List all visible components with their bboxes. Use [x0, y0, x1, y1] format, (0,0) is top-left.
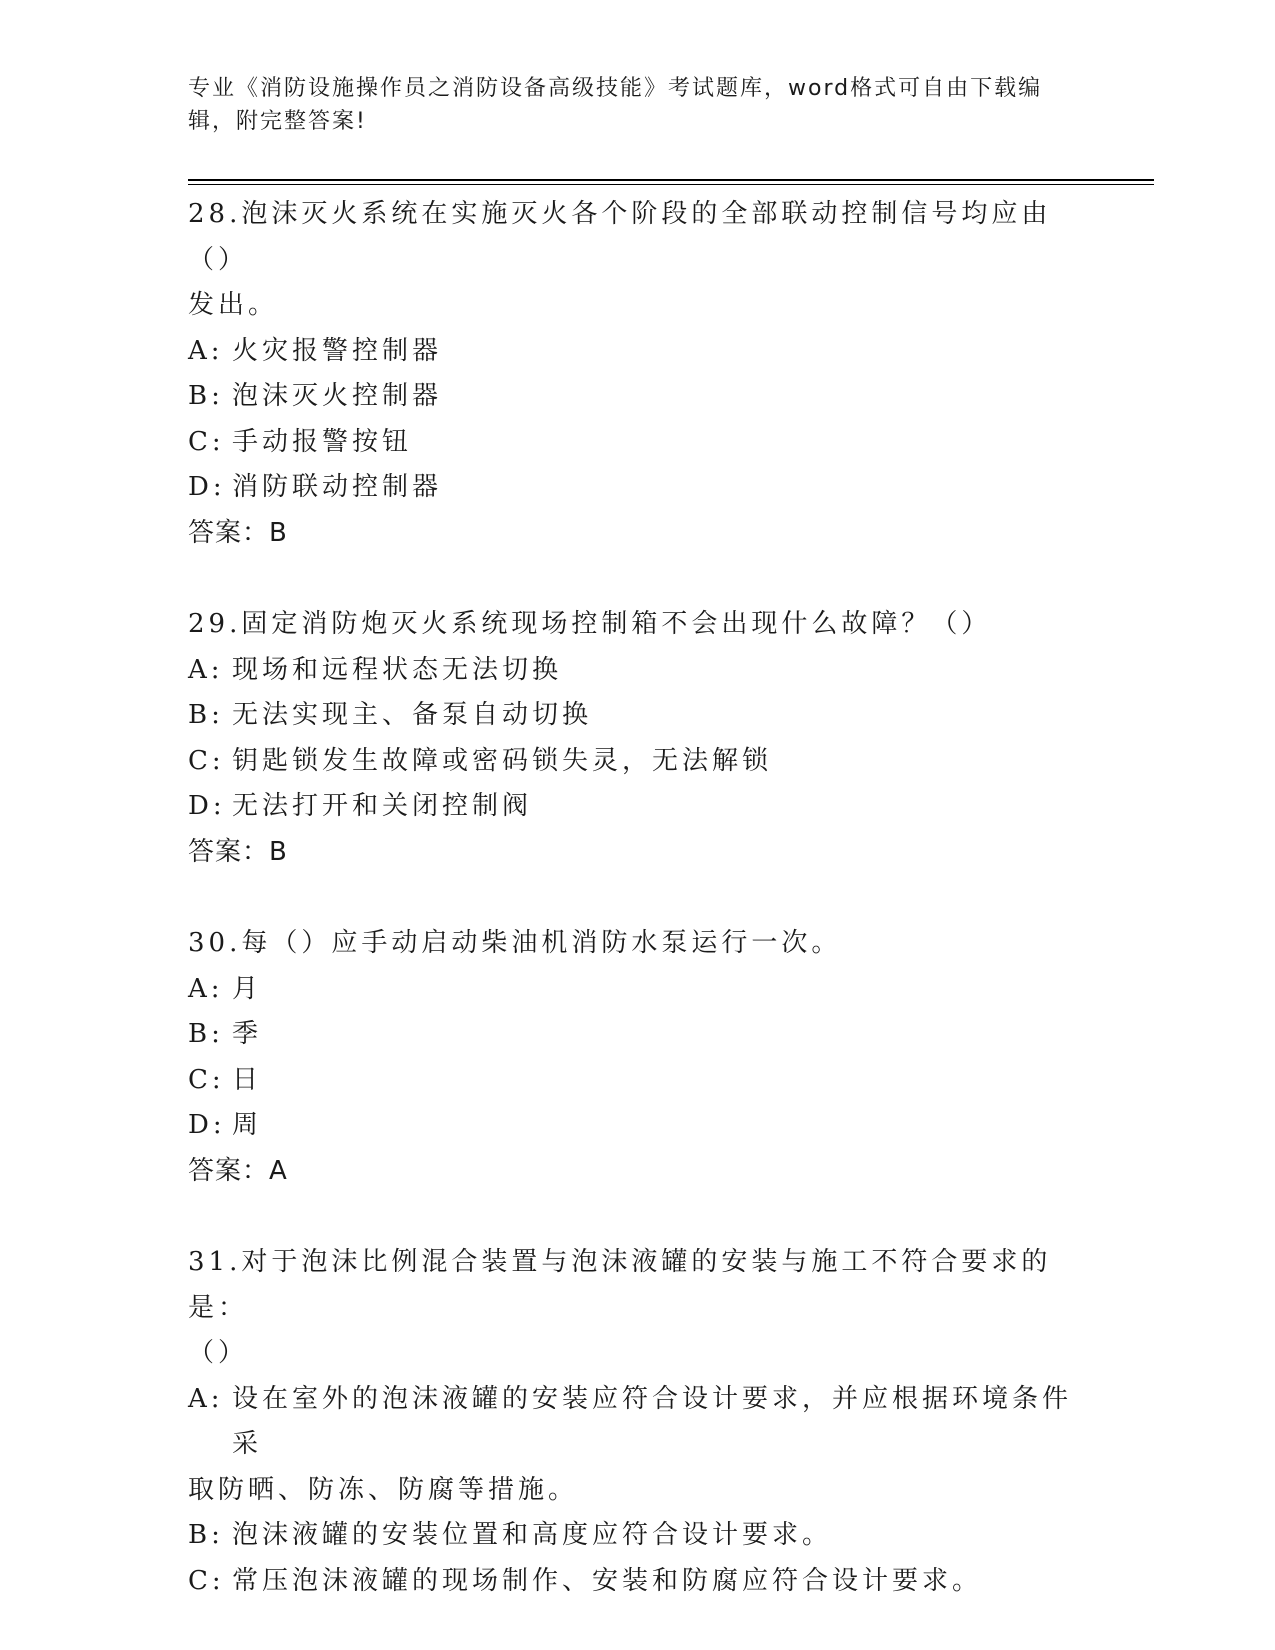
option-letter: C:	[188, 1064, 225, 1095]
question-list	[188, 192, 1088, 1650]
option-text: 常压泡沫液罐的现场制作、安装和防腐应符合设计要求。	[232, 1565, 983, 1596]
option-letter: D:	[188, 1110, 226, 1140]
option-letter: A:	[188, 335, 224, 366]
header-line-1: 专业《消防设施操作员之消防设备高级技能》考试题库，word格式可自由下载编	[188, 76, 1043, 101]
option-a-continued: 取防晒、防冻、防腐等措施。	[188, 1474, 579, 1505]
option-a	[188, 1377, 1088, 1468]
option-letter: D:	[188, 791, 226, 821]
option-b	[188, 1012, 1088, 1058]
option-text: 现场和远程状态无法切换	[232, 654, 563, 685]
option-a	[188, 967, 1088, 1013]
question-31	[188, 1240, 1088, 1604]
option-a	[188, 648, 1088, 694]
option-c	[188, 1559, 1088, 1605]
option-letter: C:	[188, 426, 225, 457]
option-a	[188, 329, 1088, 375]
option-text: 季	[232, 1019, 263, 1049]
question-stem: 29.固定消防炮灭火系统现场控制箱不会出现什么故障？（）	[188, 609, 992, 639]
option-text: 周	[232, 1110, 263, 1140]
option-letter: A:	[188, 654, 224, 685]
question-29	[188, 602, 1088, 875]
answer: 答案：A	[188, 1155, 288, 1186]
question-30	[188, 921, 1088, 1194]
question-stem: 28.泡沫灭火系统在实施灭火各个阶段的全部联动控制信号均应由（）	[188, 199, 1052, 275]
option-text: 设在室外的泡沫液罐的安装应符合设计要求，并应根据环境条件采	[232, 1383, 1073, 1459]
header-rule-thick	[188, 179, 1154, 181]
option-letter: C:	[188, 745, 225, 776]
option-letter: B:	[188, 381, 224, 411]
option-b	[188, 693, 1088, 739]
option-text: 无法打开和关闭控制阀	[232, 791, 533, 821]
question-stem: 发出。	[188, 290, 279, 320]
option-text: 日	[232, 1064, 263, 1095]
option-letter: A:	[188, 973, 224, 1004]
option-letter: B:	[188, 1520, 224, 1550]
header-rule-thin	[188, 184, 1154, 185]
option-d	[188, 1103, 1088, 1149]
option-text: 钥匙锁发生故障或密码锁失灵，无法解锁	[232, 745, 773, 776]
option-c	[188, 1058, 1088, 1104]
option-letter: D:	[188, 472, 226, 502]
option-letter: C:	[188, 1565, 225, 1596]
option-c	[188, 420, 1088, 466]
option-text: 手动报警按钮	[232, 426, 413, 457]
option-c	[188, 739, 1088, 785]
option-text: 泡沫液罐的安装位置和高度应符合设计要求。	[232, 1520, 833, 1550]
option-text: 泡沫灭火控制器	[232, 381, 443, 411]
option-b	[188, 1513, 1088, 1559]
option-d	[188, 784, 1088, 830]
header-line-2: 辑，附完整答案!	[188, 109, 367, 134]
option-text: 火灾报警控制器	[232, 335, 443, 366]
question-28	[188, 192, 1088, 556]
option-b	[188, 374, 1088, 420]
option-letter: B:	[188, 700, 224, 730]
option-text: 月	[232, 973, 263, 1004]
document-header	[188, 72, 1088, 138]
question-stem: （）	[188, 1338, 249, 1368]
option-letter: A:	[188, 1383, 224, 1414]
answer: 答案：B	[188, 517, 288, 548]
question-stem: 30.每（）应手动启动柴油机消防水泵运行一次。	[188, 928, 842, 958]
option-d	[188, 465, 1088, 511]
answer: 答案：B	[188, 836, 288, 867]
option-letter: B:	[188, 1019, 224, 1049]
option-text: 无法实现主、备泵自动切换	[232, 700, 593, 730]
question-stem: 31.对于泡沫比例混合装置与泡沫液罐的安装与施工不符合要求的是：	[188, 1247, 1052, 1323]
option-text: 消防联动控制器	[232, 472, 443, 502]
